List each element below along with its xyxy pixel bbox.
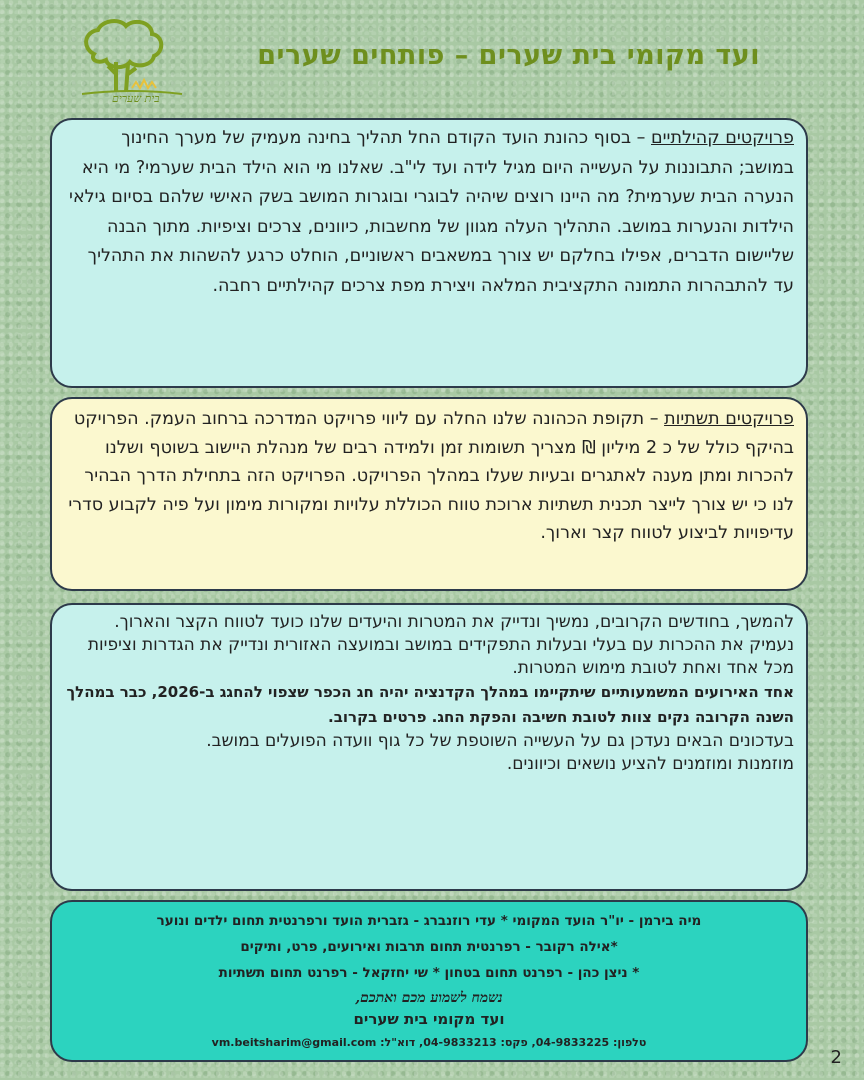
logo [72, 18, 190, 110]
contact-info: טלפון: 04-9833225, פקס: 04-9833213, דוא"ל: vm.beitsharim@gmail.com [211, 1036, 647, 1049]
village-festival-paragraph: אחד האירועים המשמעותיים שיתקיימו במהלך הקדנציה יהיה חג הכפר שצפוי להחגג ב-2026, כבר במהלך השנה הקרובה נקים צוות לטובת חשיבה והפקת החג. פרטים בקרוב. [66, 683, 794, 726]
page-title: ועד מקומי בית שערים – פותחים שערים [257, 40, 760, 71]
members-line-1: מיה בירמן - יו"ר הועד המקומי * עדי רוזנברג - גזברית הועד ורפרנטית תחום ילדים ונוער [156, 913, 702, 929]
future-paragraph-4: בעדכונים הבאים נעדכן גם על העשייה השוטפת של כל גוף וועדה הפועלים במושב. [206, 731, 794, 751]
members-line-3: * ניצן כהן - רפרנט תחום בטחון * שי יחזקאל - רפרנט תחום תשתיות [218, 965, 640, 981]
council-name: ועד מקומי בית שערים [353, 1010, 505, 1028]
page-number: 2 [830, 1047, 842, 1068]
infrastructure-projects-section [50, 397, 808, 591]
members-line-2: *אילה רקובר - רפרנטית תחום תרבות ואירועים, פרט, ותיקים [240, 939, 618, 955]
future-paragraph-1: להמשך, בחודשים הקרובים, נמשיך ונדייק את המטרות והיעדים שלנו כועד לטווח הקצר והארוך. [114, 612, 794, 632]
infrastructure-projects-heading: פרויקטים תשתיות [664, 409, 794, 429]
future-paragraph-2: נעמיק את ההכרות עם בעלי ובעלות התפקידים במושב ובמועצה האזורית ונדייק את הגדרות וציפיות מכל אחד ואחת לטובת מימוש המטרות. [87, 635, 794, 678]
community-projects-heading: פרויקטים קהילתיים [651, 128, 794, 148]
logo-text: בית שערים [112, 92, 160, 105]
community-projects-section [50, 118, 808, 388]
signoff: נשמח לשמוע מכם ואתכם, [355, 990, 503, 1006]
future-plans-section [50, 603, 808, 891]
future-paragraph-5: מוזמנות ומוזמנים להציע נושאים וכיוונים. [506, 754, 794, 774]
community-projects-text: – בסוף כהונת הועד הקודם החל תהליך בחינה מעמיק של מערך החינוך במושב; התבוננות על העשייה היום מגיל לידה ועד לי"ב. שאלנו מי הוא הילד הבית שערמי? מי היא הנערה הבית שערמית? מה היינו רוצים שיהיה לבוגרי ובוגרות המושב בשק האישי שלהם בסיום גילאי הילדות והנערות במושב. התהליך העלה מגוון של מחשבות, כיוונים, צרכים וציפיות. מתוך הבנה שליישום הדברים, אפילו בחלקם יש צורך במשאבים ראשוניים, הוחלט כרגע להשהות את התהליך עד להתבהרות התמונה התקציבית המלאה ויצירת מפת צרכים קהילתיים רחבה. [69, 128, 794, 296]
council-members-section [50, 900, 808, 1062]
infrastructure-projects-text: – תקופת הכהונה שלנו החלה עם ליווי פרויקט המדרכה ברחוב העמק. הפרויקט בהיקף כולל של כ 2 מיליון ₪ מצריך תשומות זמן ולמידה רבים של מנהלת היישוב בשוטף ושלנו להכרות ומתן מענה לאתגרים ובעיות שעלו במהלך הפרויקט. הפרויקט הזה בתחילת הדרך הבהיר לנו כי יש צורך לייצר תכנית תשתיות ארוכת טווח הכוללת עלויות ומקורות מימון ועל פיה לקבוע סדרי עדיפויות לביצוע לטווח קצר וארוך. [68, 409, 794, 543]
